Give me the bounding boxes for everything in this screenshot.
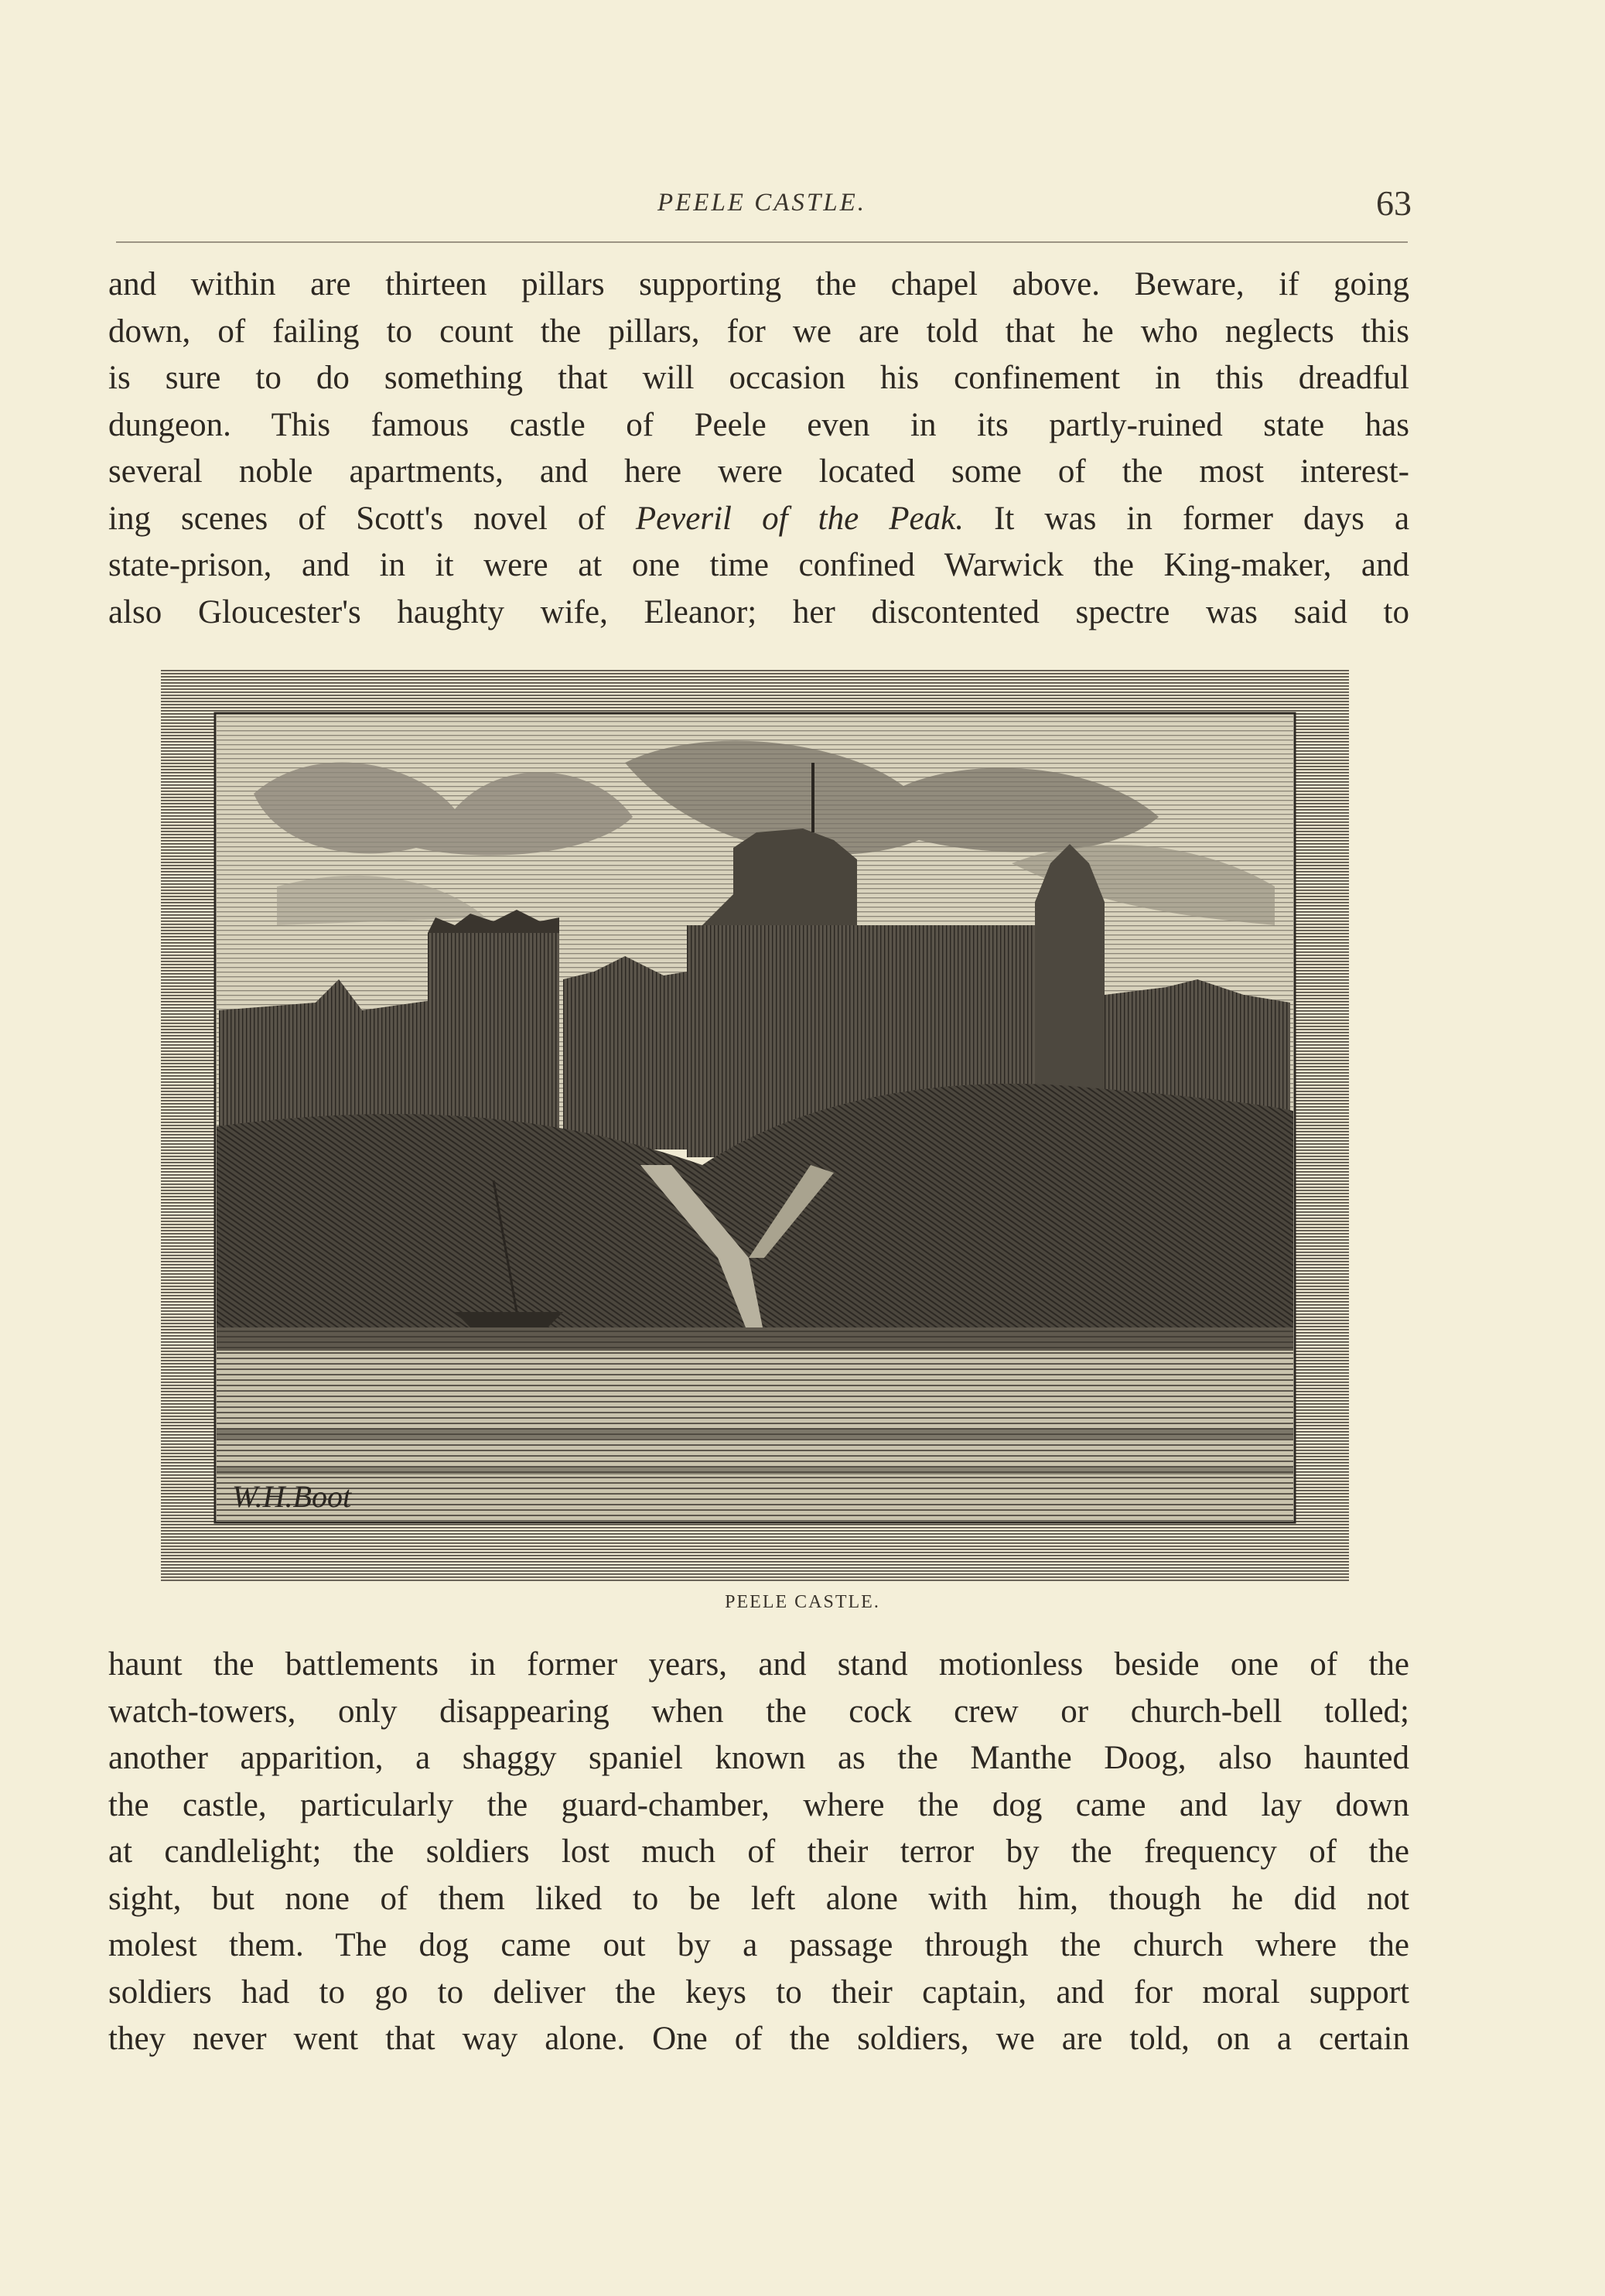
text-line: watch-towers, only disappearing when the cock crew or church-bell tolled;	[108, 1693, 1409, 1730]
figure-caption: PEELE CASTLE.	[725, 1592, 880, 1612]
engraver-signature: W.H.Boot	[232, 1479, 352, 1514]
text-line: also Gloucester's haughty wife, Eleanor; her discontented spectre was said to	[108, 593, 1409, 630]
text-line: sight, but none of them liked to be left alone with him, though he did not	[108, 1880, 1409, 1917]
book-title-italic: Peveril of the Peak.	[635, 500, 964, 537]
text-line: down, of failing to count the pillars, for we are told that he who neglects this	[108, 313, 1409, 350]
paragraph-after-figure	[108, 1642, 1409, 2063]
text-line: and within are thirteen pillars supporting the chapel above. Beware, if going	[108, 266, 1409, 302]
text-line: state-prison, and in it were at one time confined Warwick the King-maker, and	[108, 547, 1409, 583]
paragraph-before-figure	[108, 261, 1409, 636]
page-number: 63	[1376, 183, 1412, 223]
running-head	[112, 183, 1412, 229]
text-line: haunt the battlements in former years, and stand motionless beside one of the	[108, 1646, 1409, 1683]
text-line	[108, 496, 1409, 543]
text-line: at candlelight; the soldiers lost much of their terror by the frequency of the	[108, 1833, 1409, 1870]
castle-engraving	[161, 670, 1349, 1581]
text-line: the castle, particularly the guard-chamber, where the dog came and lay down	[108, 1786, 1409, 1823]
text-line: dungeon. This famous castle of Peele even in its partly-ruined state has	[108, 406, 1409, 443]
text-line: soldiers had to go to deliver the keys to their captain, and for moral support	[108, 1973, 1409, 2011]
engraving-figure	[161, 670, 1349, 1581]
text-line: is sure to do something that will occasion his confinement in this dreadful	[108, 360, 1409, 396]
text-line: another apparition, a shaggy spaniel known as the Manthe Doog, also haunted	[108, 1740, 1409, 1776]
text-fragment: It was in former days a	[994, 500, 1410, 537]
running-title: PEELE CASTLE.	[657, 189, 867, 217]
text-line: they never went that way alone. One of the soldiers, we are told, on a certain	[108, 2021, 1409, 2057]
text-fragment: ing scenes of Scott's novel of	[108, 500, 606, 537]
text-line: several noble apartments, and here were located some of the most interest-	[108, 453, 1409, 490]
text-line: molest them. The dog came out by a passage through the church where the	[108, 1927, 1409, 1963]
header-rule	[116, 241, 1408, 243]
engraving-scene	[217, 715, 1293, 1521]
